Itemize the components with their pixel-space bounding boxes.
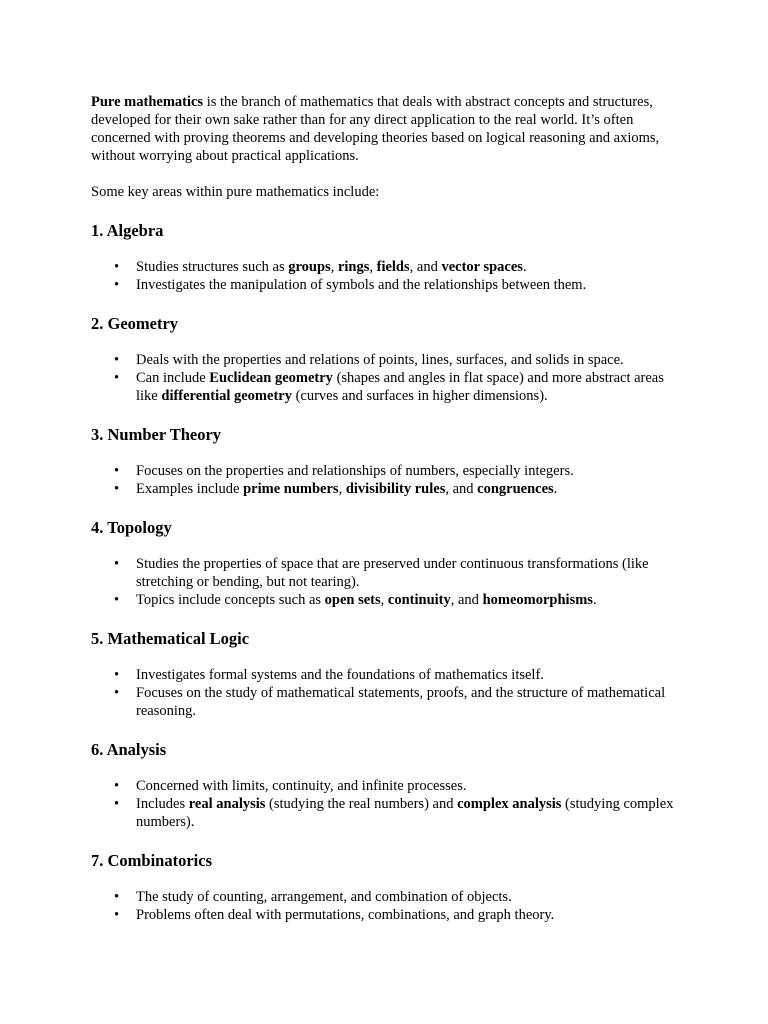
text-run: Topics include concepts such as — [136, 592, 325, 608]
text-run: , — [330, 259, 338, 275]
bold-term: complex analysis — [457, 796, 562, 812]
bold-term: rings — [337, 259, 370, 275]
text-run: Concerned with limits, continuity, and infinite processes. — [136, 778, 467, 794]
list-item — [136, 555, 688, 591]
text-run: Studies the properties of space that are preserved under continuous transformations (like stretching or bending, but not tearing). — [136, 556, 649, 590]
text-run: Focuses on the study of mathematical statements, proofs, and the structure of mathematical reasoning. — [136, 685, 666, 719]
text-run: Can include — [136, 370, 210, 386]
list-item — [136, 462, 688, 480]
text-run: . — [553, 481, 558, 497]
list-item — [136, 795, 688, 831]
text-run: (curves and surfaces in higher dimensions). — [291, 388, 548, 404]
text-run: , and — [409, 259, 442, 275]
text-run: , — [380, 592, 388, 608]
text-run: (shapes and angles in flat space) and more abstract areas like — [136, 370, 664, 404]
bold-term: Euclidean geometry — [209, 370, 333, 386]
section-heading: 1. Algebra — [91, 221, 164, 240]
bold-term: homeomorphisms — [482, 592, 593, 608]
bold-term: congruences — [477, 481, 554, 497]
list-item — [136, 258, 688, 276]
bold-term: groups — [288, 259, 331, 275]
text-run: Deals with the properties and relations of points, lines, surfaces, and solids in space. — [136, 352, 624, 368]
list-item — [136, 351, 688, 369]
bold-term: continuity — [387, 592, 451, 608]
list-item — [136, 777, 688, 795]
bullet-list — [91, 462, 688, 498]
text-run: Investigates formal systems and the foundations of mathematics itself. — [136, 667, 544, 683]
section-heading: 4. Topology — [91, 518, 172, 537]
list-item — [136, 888, 688, 906]
text-run: Problems often deal with permutations, combinations, and graph theory. — [136, 907, 555, 923]
list-item — [136, 666, 688, 684]
text-run: , — [338, 481, 346, 497]
bullet-list — [91, 888, 688, 924]
intro-term: Pure mathematics — [91, 94, 204, 110]
section-heading: 2. Geometry — [91, 314, 179, 333]
bullet-list — [91, 777, 688, 831]
bullet-list — [91, 351, 688, 405]
section-heading: 7. Combinatorics — [91, 851, 212, 870]
text-run: Studies structures such as — [136, 259, 289, 275]
bold-term: vector spaces — [441, 259, 523, 275]
bold-term: real analysis — [188, 796, 266, 812]
list-item — [136, 480, 688, 498]
list-item — [136, 906, 688, 924]
text-run: , and — [450, 592, 483, 608]
bullet-list — [91, 258, 688, 294]
section-heading: 3. Number Theory — [91, 425, 222, 444]
bold-term: differential geometry — [161, 388, 292, 404]
bold-term: prime numbers — [243, 481, 339, 497]
intro-text: is the branch of mathematics that deals with abstract concepts and structures, developed for their own sake rather than for any direct application to the real world. It’s often concerned with proving theorems and developing theories based on logical reasoning and axioms, without worrying about practical applications. — [91, 94, 660, 164]
text-run: , and — [445, 481, 478, 497]
sections-container — [91, 221, 688, 924]
list-item — [136, 276, 688, 294]
text-run: (studying complex numbers). — [136, 796, 674, 830]
text-run: . — [592, 592, 597, 608]
text-run: Examples include — [136, 481, 244, 497]
bold-term: open sets — [324, 592, 381, 608]
text-run: (studying the real numbers) and — [265, 796, 458, 812]
section-heading: 6. Analysis — [91, 740, 167, 759]
lead-paragraph: Some key areas within pure mathematics include: — [91, 184, 380, 200]
text-run: Focuses on the properties and relationships of numbers, especially integers. — [136, 463, 574, 479]
list-item — [136, 591, 688, 609]
bold-term: divisibility rules — [345, 481, 446, 497]
bullet-list — [91, 666, 688, 720]
intro-paragraph — [91, 93, 688, 165]
section-heading: 5. Mathematical Logic — [91, 629, 250, 648]
text-run: Includes — [136, 796, 189, 812]
list-item — [136, 369, 688, 405]
bold-term: fields — [376, 259, 410, 275]
bullet-list — [91, 555, 688, 609]
text-run: Investigates the manipulation of symbols and the relationships between them. — [136, 277, 587, 293]
list-item — [136, 684, 688, 720]
text-run: . — [522, 259, 527, 275]
text-run: The study of counting, arrangement, and combination of objects. — [136, 889, 512, 905]
text-run: , — [369, 259, 377, 275]
